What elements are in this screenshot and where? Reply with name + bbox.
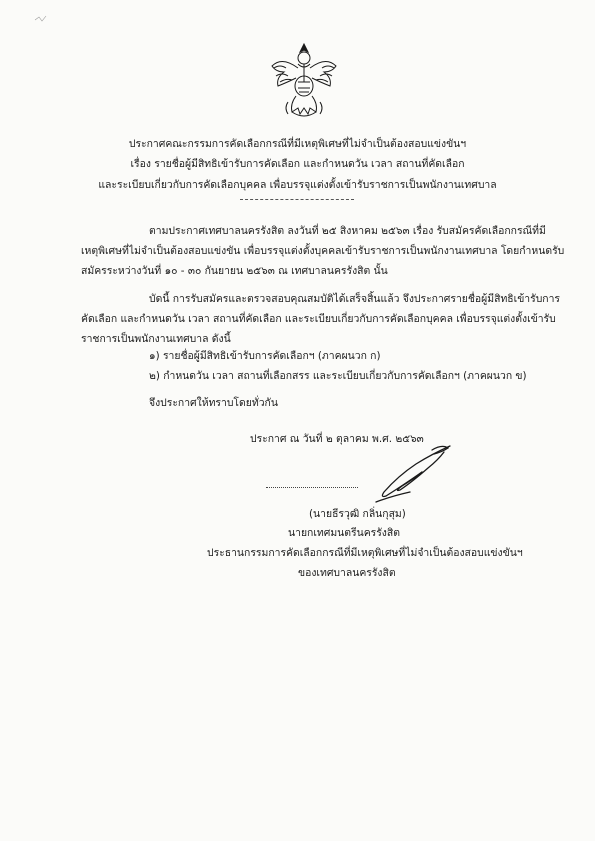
para1-line-2: เหตุพิเศษที่ไม่จำเป็นต้องสอบแข่งขัน เพื่อบรรจุแต่งตั้งบุคคลเข้ารับราชการเป็นพนักงานเทศบาล โดยกำหนดรับ	[81, 245, 565, 257]
scan-speck	[34, 14, 48, 24]
para1-line-3: สมัครระหว่างวันที่ ๑๐ - ๓๐ กันยายน ๒๕๖๓ ณ เทศบาลนครรังสิต นั้น	[81, 265, 388, 277]
para2-line-2: คัดเลือก และกำหนดวัน เวลา สถานที่คัดเลือก และระเบียบเกี่ยวกับการคัดเลือกบุคคล เพื่อบรรจุแต่งตั้งเข้ารับ	[81, 313, 556, 325]
announcement-date: ประกาศ ณ วันที่ ๒ ตุลาคม พ.ศ. ๒๕๖๓	[250, 433, 424, 445]
list-item-1: ๑) รายชื่อผู้มีสิทธิเข้ารับการคัดเลือกฯ (ภาคผนวก ก)	[149, 350, 381, 362]
title-line-3: และระเบียบเกี่ยวกับการคัดเลือกบุคคล เพื่อบรรจุแต่งตั้งเข้ารับราชการเป็นพนักงานเทศบาล	[98, 179, 497, 191]
para2-line-3: ราชการเป็นพนักงานเทศบาล ดังนี้	[81, 333, 231, 345]
signatory-name: (นายธีรวุฒิ กลิ่นกุสุม)	[309, 508, 406, 520]
signatory-position-2: ประธานกรรมการคัดเลือกกรณีที่มีเหตุพิเศษที่ไม่จำเป็นต้องสอบแข่งขันฯ	[207, 547, 523, 559]
title-line-2: เรื่อง รายชื่อผู้มีสิทธิเข้ารับการคัดเลือก และกำหนดวัน เวลา สถานที่คัดเลือก	[130, 158, 465, 170]
garuda-emblem-icon	[268, 42, 340, 122]
signatory-position-1: นายกเทศมนตรีนครรังสิต	[288, 527, 400, 539]
closing-text: จึงประกาศให้ทราบโดยทั่วกัน	[149, 397, 278, 409]
title-divider	[240, 199, 354, 200]
title-line-1: ประกาศคณะกรรมการคัดเลือกกรณีที่มีเหตุพิเศษที่ไม่จำเป็นต้องสอบแข่งขันฯ	[128, 138, 467, 150]
handwritten-signature	[372, 442, 454, 504]
signatory-position-3: ของเทศบาลนครรังสิต	[298, 567, 396, 579]
list-item-2: ๒) กำหนดวัน เวลา สถานที่เลือกสรร และระเบียบเกี่ยวกับการคัดเลือกฯ (ภาคผนวก ข)	[149, 370, 527, 382]
signature-line	[266, 487, 358, 488]
para1-line-1: ตามประกาศเทศบาลนครรังสิต ลงวันที่ ๒๕ สิงหาคม ๒๕๖๓ เรื่อง รับสมัครคัดเลือกกรณีที่มี	[149, 225, 546, 237]
para2-line-1: บัดนี้ การรับสมัครและตรวจสอบคุณสมบัติได้เสร็จสิ้นแล้ว จึงประกาศรายชื่อผู้มีสิทธิเข้ารับการ	[149, 293, 561, 305]
